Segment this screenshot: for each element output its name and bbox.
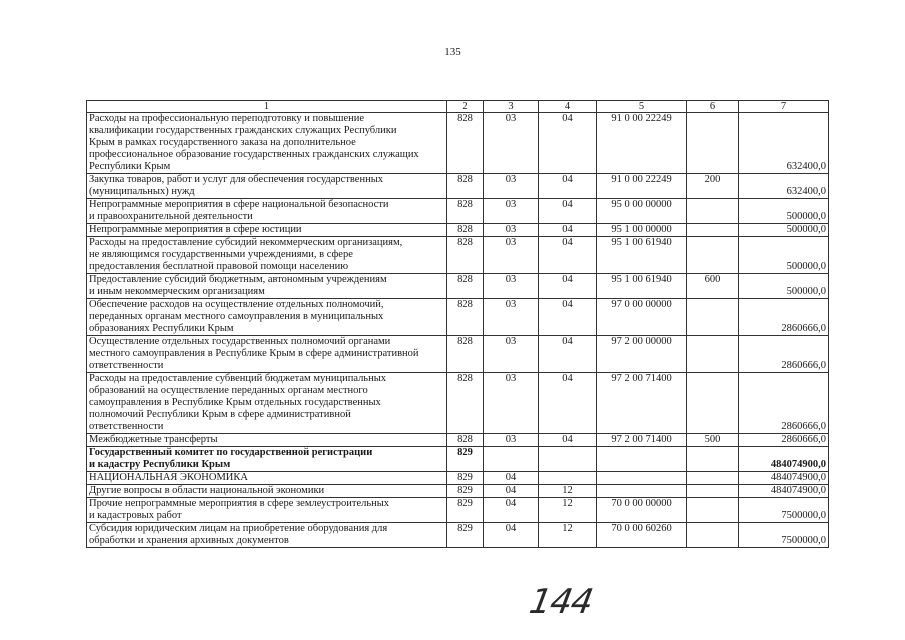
amount: 500000,0 xyxy=(739,224,829,237)
amount: 632400,0 xyxy=(739,174,829,199)
description-line: и иным некоммерческим организациям xyxy=(89,286,265,297)
description-line: ответственности xyxy=(89,421,164,432)
amount: 632400,0 xyxy=(739,113,829,174)
amount: 484074900,0 xyxy=(739,485,829,498)
code-expense-type: 600 xyxy=(687,274,739,299)
table-row xyxy=(87,299,829,336)
table-row xyxy=(87,224,829,237)
table-row xyxy=(87,274,829,299)
header-cell: 3 xyxy=(484,101,539,113)
code-ministry: 828 xyxy=(447,199,484,224)
table-header-row xyxy=(87,101,829,113)
code-section: 03 xyxy=(484,274,539,299)
description-line: и кадастровых работ xyxy=(89,510,182,521)
description-line: предоставления бесплатной правовой помощи населению xyxy=(89,261,349,272)
code-ministry: 829 xyxy=(447,472,484,485)
amount: 2860666,0 xyxy=(739,373,829,434)
table-row xyxy=(87,485,829,498)
row-description xyxy=(87,498,447,523)
description-line: Обеспечение расходов на осуществление отдельных полномочий, xyxy=(89,299,384,310)
code-subsection: 04 xyxy=(539,224,597,237)
code-ministry: 829 xyxy=(447,523,484,548)
description-line: Государственный комитет по государственной регистрации xyxy=(89,447,373,458)
row-description xyxy=(87,485,447,498)
code-target-article: 95 1 00 00000 xyxy=(597,224,687,237)
code-section: 04 xyxy=(484,498,539,523)
header-cell: 2 xyxy=(447,101,484,113)
description-line: местного самоуправления в Республике Крым в сфере административной xyxy=(89,348,419,359)
description-line: Расходы на предоставление субсидий некоммерческим организациям, xyxy=(89,237,403,248)
code-expense-type xyxy=(687,485,739,498)
code-subsection: 04 xyxy=(539,434,597,447)
code-section: 03 xyxy=(484,237,539,274)
code-ministry: 828 xyxy=(447,237,484,274)
code-subsection: 04 xyxy=(539,274,597,299)
code-section: 03 xyxy=(484,299,539,336)
code-target-article: 95 0 00 00000 xyxy=(597,199,687,224)
description-line: переданных органам местного самоуправления в муниципальных xyxy=(89,311,384,322)
code-target-article: 95 1 00 61940 xyxy=(597,274,687,299)
code-ministry: 828 xyxy=(447,434,484,447)
amount: 484074900,0 xyxy=(739,472,829,485)
code-subsection xyxy=(539,472,597,485)
description-line: обработки и хранения архивных документов xyxy=(89,535,289,546)
code-target-article: 97 0 00 00000 xyxy=(597,299,687,336)
description-line: образований на осуществление переданных органам местного xyxy=(89,385,368,396)
code-target-article xyxy=(597,472,687,485)
row-description xyxy=(87,199,447,224)
description-line: Субсидия юридическим лицам на приобретение оборудования для xyxy=(89,523,388,534)
code-section: 04 xyxy=(484,472,539,485)
row-description xyxy=(87,434,447,447)
code-ministry: 828 xyxy=(447,113,484,174)
table-row xyxy=(87,498,829,523)
amount: 2860666,0 xyxy=(739,434,829,447)
description-line: и кадастру Республики Крым xyxy=(89,459,231,470)
code-expense-type: 200 xyxy=(687,174,739,199)
code-subsection: 12 xyxy=(539,523,597,548)
description-line: Крым в рамках государственного заказа на дополнительное xyxy=(89,137,356,148)
code-expense-type xyxy=(687,237,739,274)
code-section: 04 xyxy=(484,523,539,548)
description-line: полномочий Республики Крым в сфере административной xyxy=(89,409,351,420)
code-ministry: 828 xyxy=(447,274,484,299)
description-line: Непрограммные мероприятия в сфере юстиции xyxy=(89,224,302,235)
row-description xyxy=(87,237,447,274)
code-section: 03 xyxy=(484,434,539,447)
header-cell: 7 xyxy=(739,101,829,113)
row-description xyxy=(87,299,447,336)
handwritten-page-number: 144 xyxy=(526,582,596,622)
description-line: Предоставление субсидий бюджетным, автономным учреждениям xyxy=(89,274,387,285)
row-description xyxy=(87,174,447,199)
code-expense-type xyxy=(687,472,739,485)
description-line: НАЦИОНАЛЬНАЯ ЭКОНОМИКА xyxy=(89,472,248,483)
code-ministry: 828 xyxy=(447,299,484,336)
description-line: Прочие непрограммные мероприятия в сфере землеустроительных xyxy=(89,498,390,509)
table-row xyxy=(87,373,829,434)
code-target-article xyxy=(597,485,687,498)
budget-table xyxy=(86,100,829,548)
description-line: Расходы на предоставление субвенций бюджетам муниципальных xyxy=(89,373,387,384)
description-line: Республики Крым xyxy=(89,161,171,172)
row-description xyxy=(87,373,447,434)
table-row xyxy=(87,434,829,447)
code-target-article: 70 0 00 00000 xyxy=(597,498,687,523)
description-line: образованиях Республики Крым xyxy=(89,323,234,334)
code-ministry: 828 xyxy=(447,174,484,199)
amount: 500000,0 xyxy=(739,199,829,224)
description-line: Межбюджетные трансферты xyxy=(89,434,218,445)
table-row xyxy=(87,523,829,548)
code-expense-type xyxy=(687,336,739,373)
code-subsection: 04 xyxy=(539,113,597,174)
table-row xyxy=(87,472,829,485)
amount: 500000,0 xyxy=(739,237,829,274)
code-section: 03 xyxy=(484,174,539,199)
description-line: профессиональное образование государственных гражданских служащих xyxy=(89,149,419,160)
code-subsection: 04 xyxy=(539,237,597,274)
description-line: Непрограммные мероприятия в сфере национальной безопасности xyxy=(89,199,389,210)
table-row xyxy=(87,336,829,373)
amount: 7500000,0 xyxy=(739,523,829,548)
code-subsection: 04 xyxy=(539,199,597,224)
description-line: Закупка товаров, работ и услуг для обеспечения государственных xyxy=(89,174,384,185)
amount: 2860666,0 xyxy=(739,336,829,373)
row-description xyxy=(87,523,447,548)
table-row xyxy=(87,447,829,472)
amount: 2860666,0 xyxy=(739,299,829,336)
code-target-article: 91 0 00 22249 xyxy=(597,174,687,199)
row-description xyxy=(87,113,447,174)
code-expense-type: 500 xyxy=(687,434,739,447)
description-line: ответственности xyxy=(89,360,164,371)
code-section: 03 xyxy=(484,373,539,434)
code-target-article: 97 2 00 71400 xyxy=(597,373,687,434)
code-expense-type xyxy=(687,299,739,336)
header-cell: 1 xyxy=(87,101,447,113)
code-ministry: 828 xyxy=(447,373,484,434)
description-line: квалификации государственных гражданских служащих Республики xyxy=(89,125,397,136)
description-line: Расходы на профессиональную переподготовку и повышение xyxy=(89,113,365,124)
code-section xyxy=(484,447,539,472)
code-section: 04 xyxy=(484,485,539,498)
page-number: 135 xyxy=(444,46,461,58)
table-row xyxy=(87,199,829,224)
code-subsection xyxy=(539,447,597,472)
code-expense-type xyxy=(687,113,739,174)
table-row xyxy=(87,237,829,274)
row-description xyxy=(87,472,447,485)
code-expense-type xyxy=(687,523,739,548)
row-description xyxy=(87,447,447,472)
code-section: 03 xyxy=(484,199,539,224)
row-description xyxy=(87,224,447,237)
header-cell: 4 xyxy=(539,101,597,113)
code-target-article: 91 0 00 22249 xyxy=(597,113,687,174)
code-section: 03 xyxy=(484,224,539,237)
code-expense-type xyxy=(687,224,739,237)
description-line: Другие вопросы в области национальной экономики xyxy=(89,485,325,496)
amount: 484074900,0 xyxy=(739,447,829,472)
header-cell: 6 xyxy=(687,101,739,113)
amount: 500000,0 xyxy=(739,274,829,299)
code-subsection: 04 xyxy=(539,299,597,336)
code-section: 03 xyxy=(484,113,539,174)
code-subsection: 04 xyxy=(539,174,597,199)
code-target-article: 95 1 00 61940 xyxy=(597,237,687,274)
description-line: (муниципальных) нужд xyxy=(89,186,195,197)
code-ministry: 829 xyxy=(447,485,484,498)
code-expense-type xyxy=(687,447,739,472)
code-subsection: 04 xyxy=(539,373,597,434)
code-ministry: 829 xyxy=(447,498,484,523)
table-row xyxy=(87,113,829,174)
code-target-article: 70 0 00 60260 xyxy=(597,523,687,548)
description-line: самоуправления в Республике Крым отдельных государственных xyxy=(89,397,381,408)
code-target-article: 97 2 00 71400 xyxy=(597,434,687,447)
code-expense-type xyxy=(687,498,739,523)
code-subsection: 12 xyxy=(539,485,597,498)
table-row xyxy=(87,174,829,199)
code-expense-type xyxy=(687,199,739,224)
description-line: и правоохранительной деятельности xyxy=(89,211,253,222)
code-ministry: 829 xyxy=(447,447,484,472)
amount: 7500000,0 xyxy=(739,498,829,523)
code-ministry: 828 xyxy=(447,336,484,373)
code-target-article xyxy=(597,447,687,472)
description-line: не являющимся государственными учреждениями, в сфере xyxy=(89,249,353,260)
code-subsection: 04 xyxy=(539,336,597,373)
code-expense-type xyxy=(687,373,739,434)
row-description xyxy=(87,336,447,373)
code-ministry: 828 xyxy=(447,224,484,237)
code-target-article: 97 2 00 00000 xyxy=(597,336,687,373)
row-description xyxy=(87,274,447,299)
description-line: Осуществление отдельных государственных полномочий органами xyxy=(89,336,391,347)
code-subsection: 12 xyxy=(539,498,597,523)
header-cell: 5 xyxy=(597,101,687,113)
code-section: 03 xyxy=(484,336,539,373)
